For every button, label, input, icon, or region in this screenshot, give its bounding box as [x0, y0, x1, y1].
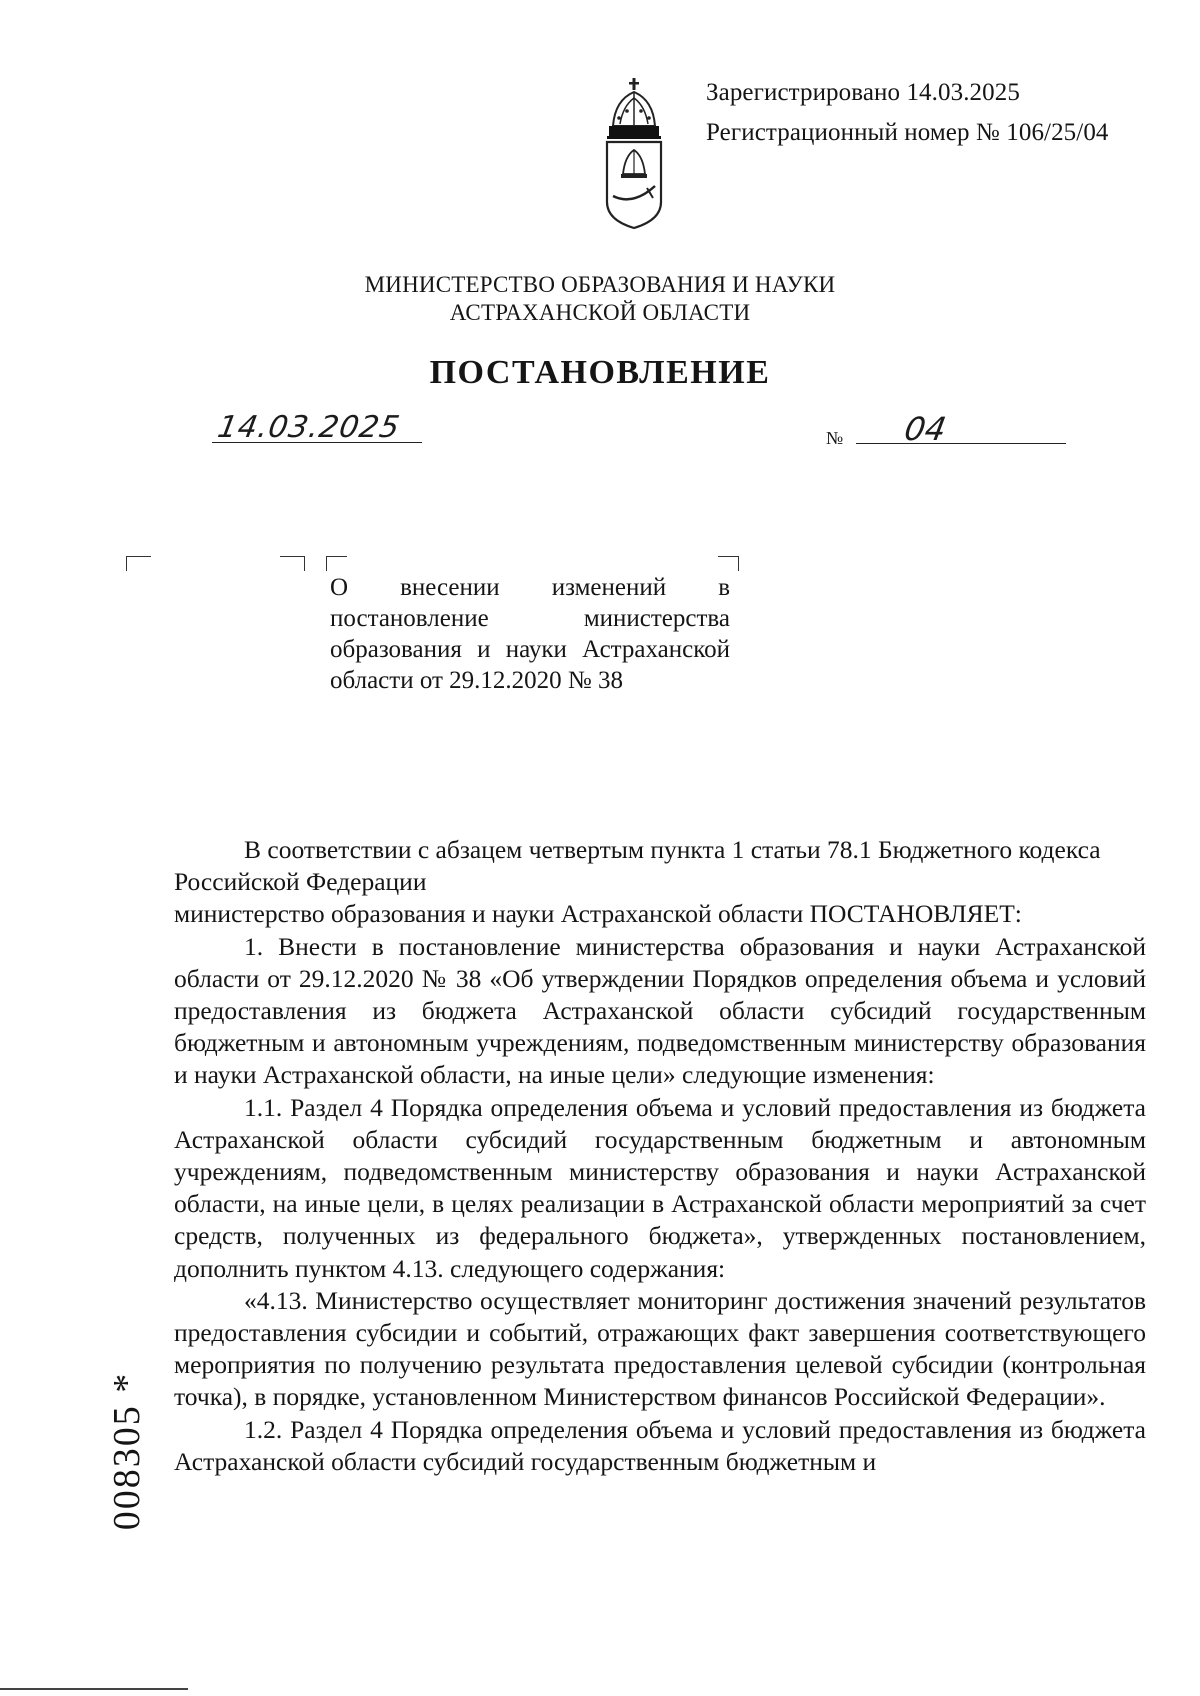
paragraph-1-1: 1.1. Раздел 4 Порядка определения объема и условий предоставления из бюджета Астраханской области субсидий государственным бюджетным и автономным учреждениям, подведомственным министерству образования и науки Астраханской области, на иные цели, в целях реализации в Астраханской области мероприятий за счет средств, полученных из федерального бюджета», утвержденных постановлением, дополнить пунктом 4.13. следующего содержания:	[174, 1092, 1146, 1283]
ministry-name-line1: МИНИСТЕРСТВО ОБРАЗОВАНИЯ И НАУКИ	[364, 272, 836, 297]
footer-rule	[0, 1688, 188, 1690]
paragraph-1: 1. Внести в постановление министерства образования и науки Астраханской области от 29.12.2020 № 38 «Об утверждении Порядков определения объема и условий предоставления из бюджета Астраханской области субсидий государственным бюджетным и автономным учреждениям, подведомственным министерству образования и науки Астраханской области, на иные цели» следующие изменения:	[174, 931, 1146, 1090]
corner-bracket	[280, 556, 305, 571]
registration-date: Зарегистрировано 14.03.2025	[706, 79, 1020, 106]
side-stamp-text: 008305 *	[106, 1371, 148, 1531]
date-underline	[212, 442, 422, 443]
corner-bracket	[718, 556, 739, 571]
corner-bracket	[126, 556, 151, 571]
preamble-resolution: министерство образования и науки Астраханской области ПОСТАНОВЛЯЕТ:	[174, 899, 1022, 929]
coat-of-arms-icon	[603, 78, 665, 230]
preamble-paragraph: В соответствии с абзацем четвертым пункта 1 статьи 78.1 Бюджетного кодекса Российской Федерации	[174, 835, 1101, 897]
number-underline	[856, 443, 1066, 444]
document-body	[174, 834, 1146, 1478]
paragraph-4-13: «4.13. Министерство осуществляет мониторинг достижения значений результатов предоставления субсидии и событий, отражающих факт завершения соответствующего мероприятия по получению результата предоставления целевой субсидии (контрольная точка), в порядке, установленном Министерством финансов Российской Федерации».	[174, 1285, 1146, 1412]
corner-bracket	[326, 556, 347, 571]
registration-number: Регистрационный номер № 106/25/04	[706, 119, 1109, 146]
handwritten-date: 14.03.2025	[214, 410, 403, 445]
ministry-name-line2: АСТРАХАНСКОЙ ОБЛАСТИ	[449, 300, 751, 325]
paragraph-1-2: 1.2. Раздел 4 Порядка определения объема и условий предоставления из бюджета Астраханской области субсидий государственным бюджетным и	[174, 1414, 1146, 1476]
handwritten-number: 04	[901, 410, 950, 448]
number-label: №	[826, 428, 844, 448]
side-stamp-number	[82, 1370, 172, 1540]
document-subject: О внесении изменений в постановление министерства образования и науки Астраханской области от 29.12.2020 № 38	[330, 574, 730, 694]
document-type-title: ПОСТАНОВЛЕНИЕ	[429, 354, 771, 391]
